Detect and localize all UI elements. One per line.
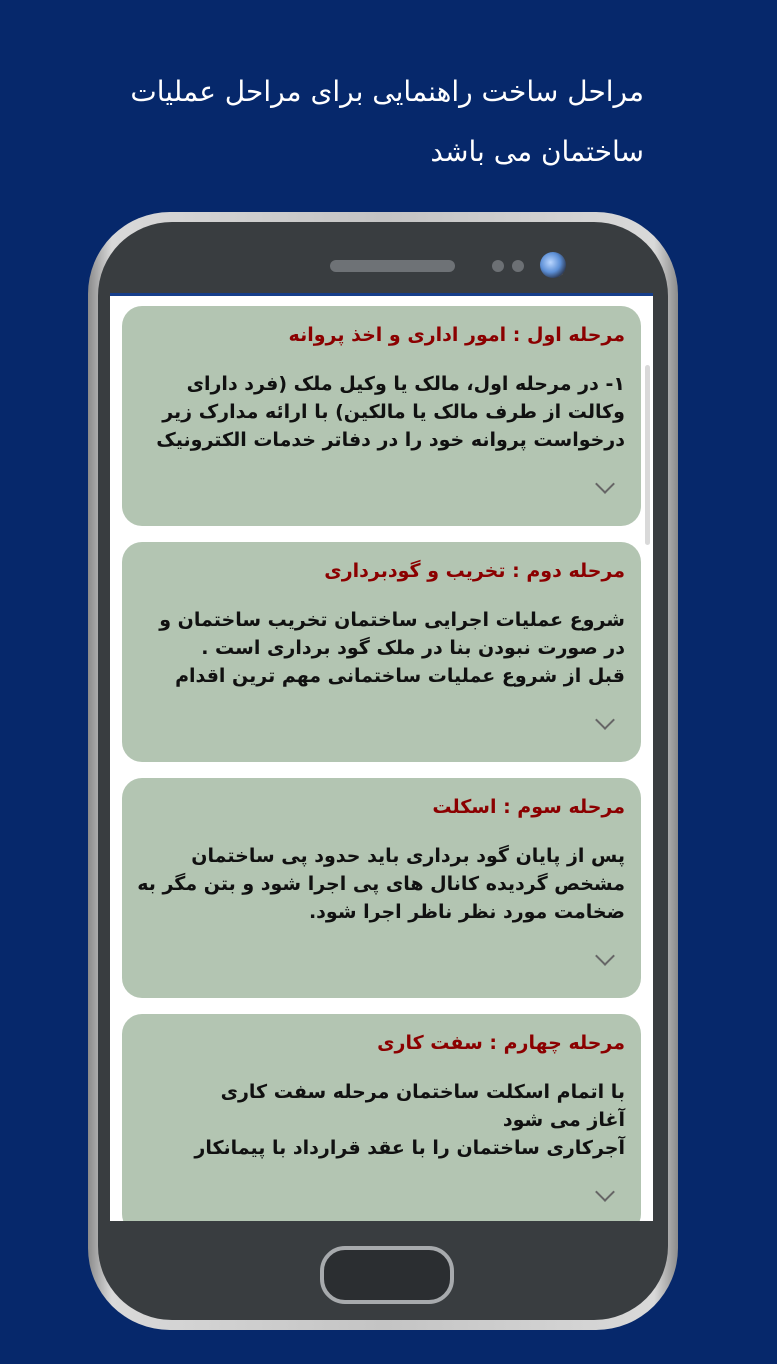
status-bar-line [110, 293, 653, 296]
stage-title: مرحله سوم : اسکلت [432, 796, 625, 818]
stage-card-1[interactable] [122, 306, 641, 526]
light-sensor [512, 260, 524, 272]
home-button[interactable] [320, 1246, 454, 1304]
chevron-down-icon[interactable] [595, 1182, 615, 1202]
speaker-grille [330, 260, 455, 272]
stage-description: پس از پایان گود برداری باید حدود پی ساختمان مشخص گردیده کانال های پی اجرا شود و بتن مگر به ضخامت مورد نظر ناظر اجرا شود. [137, 845, 625, 923]
chevron-down-icon[interactable] [595, 474, 615, 494]
chevron-down-icon[interactable] [595, 946, 615, 966]
proximity-sensor [492, 260, 504, 272]
stage-title: مرحله چهارم : سفت کاری [377, 1032, 625, 1054]
stage-description: شروع عملیات اجرایی ساختمان تخریب ساختمان و در صورت نبودن بنا در ملک گود برداری است . قبل از شروع عملیات ساختمانی مهم ترین اقدام [159, 609, 625, 687]
stage-card-3[interactable] [122, 778, 641, 998]
chevron-down-icon[interactable] [595, 710, 615, 730]
front-camera [540, 252, 566, 278]
promo-caption: مراحل ساخت راهنمایی برای مراحل عملیات ساختمان می باشد [130, 75, 644, 168]
stage-title: مرحله دوم : تخریب و گودبرداری [324, 560, 625, 582]
stage-card-2[interactable] [122, 542, 641, 762]
scrollbar[interactable] [645, 365, 650, 545]
stage-description: ۱- در مرحله اول، مالک یا وکیل ملک (فرد دارای وکالت از طرف مالک یا مالکین) با ارائه مدارک زیر درخواست پروانه خود را در دفاتر خدمات الکترونیک [156, 373, 625, 451]
stage-description: با اتمام اسکلت ساختمان مرحله سفت کاری آغاز می شود آجرکاری ساختمان را با عقد قرارداد با پیمانکار [194, 1081, 625, 1159]
app-screen [110, 293, 653, 1221]
stage-card-4[interactable] [122, 1014, 641, 1221]
stage-title: مرحله اول : امور اداری و اخذ پروانه [288, 324, 625, 346]
